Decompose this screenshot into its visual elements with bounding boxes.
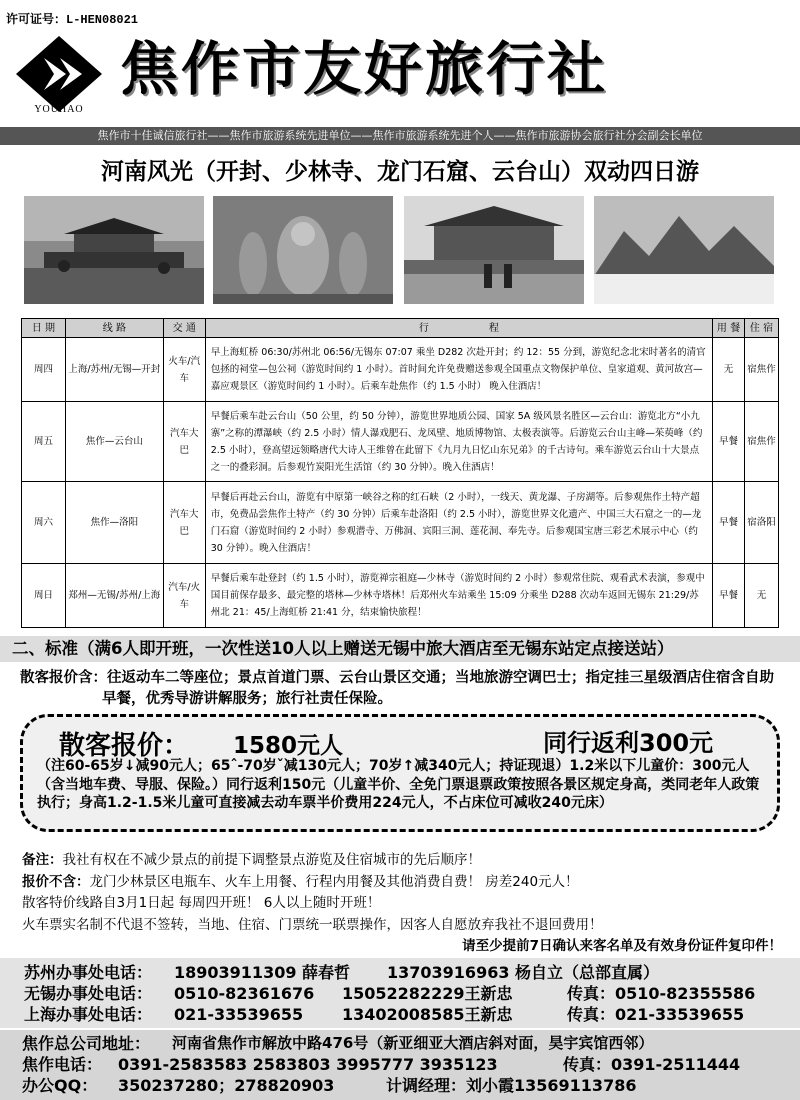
meal-cell: 早餐 [713,482,745,564]
qq-row [22,1075,800,1096]
transport-cell: 汽车大巴 [163,482,205,564]
itinerary-table [21,318,779,628]
includes-label: 散客报价含： [20,670,107,686]
stay-cell: 宿焦作 [745,402,779,482]
shanghai-fax: 传真：021-33539655 [567,1005,745,1024]
table-header-row [22,319,779,338]
company-name: 焦作市友好旅行社 [120,35,609,103]
column-header: 行 程 [205,319,712,338]
description-cell: 早餐后再赴云台山，游览有中原第一峡谷之称的红石峡（2 小时），一线天、黄龙瀑、子房湖等。后参观焦作土特产超市，免费品尝焦作土特产（约 30 分钟）后乘车赴洛阳（约 2.5 小时），游览世界文化遗产、中国三大石窟之一的—龙门石窟（游览时间约 2 小时）参观潜寺、万佛洞、宾阳三洞、莲花洞、奉先寺。后参观国宝唐三彩艺术展示中心（约 30 分钟）。晚入住酒店！ [205,482,712,564]
suzhou-phone-2: 13703916963 杨自立（总部直属） [387,963,660,982]
day-cell: 周六 [22,482,66,564]
notes-section [22,850,782,958]
day-cell: 周五 [22,402,66,482]
stay-cell: 无 [745,564,779,628]
manager-contact: 计调经理：刘小霞13569113786 [386,1076,637,1095]
table-row [22,482,779,564]
route-cell: 郑州—无锡/苏州/上海 [65,564,163,628]
photo-longmen-grottoes [213,196,393,304]
note-line [22,850,782,872]
jiaozuo-label: 焦作电话： [22,1055,103,1074]
note-label: 备注： [22,852,63,868]
note-line [22,893,782,915]
table-row [22,338,779,402]
column-header: 日 期 [22,319,66,338]
transport-cell: 汽车大巴 [163,402,205,482]
price-label: 散客报价： [59,731,190,761]
price-detail: （注60-65岁↓减90元人；65ˆ-70岁ˇ减130元人；70岁↑减340元人；持证现退）1.2米以下儿童价：300元人（含当地车费、导服、保险。）同行返利150元（儿童半价、全免门票退票政策按照各景区规定身高，类同老年人政策执行；身高1.2-1.5米儿童可直接减去动车票半价费用224元人，不占床位可减收240元床） [37,758,760,811]
price-includes [20,668,780,710]
meal-cell: 早餐 [713,564,745,628]
transport-cell: 火车/汽车 [163,338,205,402]
note-final: 请至少提前7日确认来客名单及有效身份证件复印件！ [462,938,782,954]
section-two-heading: 二、标准（满6人即开班，一次性送10人以上赠送无锡中旅大酒店至无锡东站定点接送站） [0,636,800,662]
jiaozuo-phones: 0391-2583583 2583803 3995777 3935123 [118,1055,498,1074]
rebate-text: 同行返利300元 [543,729,714,757]
note-label: 报价不含： [22,873,90,890]
hq-label: 焦作总公司地址： [22,1034,151,1053]
table-row [22,564,779,628]
office-contacts [0,958,800,1028]
description-cell: 早上海虹桥 06:30/苏州北 06:56/无锡东 07:07 乘坐 D282 次赴开封；约 12：55 分到，游览纪念北宋时著名的清官包拯的祠堂—包公祠（游览时间约 1 小时）。首时间允许免费赠送参观全国重点文物保护单位、皇家道观、黄河故宫—嘉应观景区（游览时间约 1 小时）。后乘车赴焦作（约 1.5 小时） 晚入住酒店！ [205,338,712,402]
route-cell: 上海/苏州/无锡—开封 [65,338,163,402]
day-cell: 周四 [22,338,66,402]
wuxi-fax: 传真：0510-82355586 [567,984,756,1003]
wuxi-contact-row [24,983,800,1004]
hq-address-row [22,1033,800,1054]
slogan-bar: 焦作市十佳诚信旅行社——焦作市旅游系统先进单位——焦作市旅游系统先进个人——焦作市旅游协会旅行社分会副会长单位 [0,127,800,145]
note-text: 火车票实名制不代退不签转，当地、住宿、门票统一联票操作，因客人自愿放弃我社不退回费用！ [22,916,603,933]
shanghai-label: 上海办事处电话： [24,1005,153,1024]
price-value: 1580元人 [233,733,344,759]
column-header: 交 通 [163,319,205,338]
meal-cell: 无 [713,338,745,402]
note-text: 我社有权在不减少景点的前提下调整景点游览及住宿城市的先后顺序！ [62,852,481,868]
column-header: 线 路 [65,319,163,338]
suzhou-contact-row [24,962,800,983]
shanghai-contact-row [24,1004,800,1025]
note-line [22,872,782,894]
stay-cell: 宿焦作 [745,338,779,402]
route-cell: 焦作—云台山 [65,402,163,482]
meal-cell: 早餐 [713,402,745,482]
photo-shaolin-temple [404,196,584,304]
qq-label: 办公QQ： [22,1076,98,1095]
jiaozuo-phone-row [22,1054,800,1075]
note-line [22,915,782,937]
table-row [22,402,779,482]
photo-yuntai-mountain [594,196,774,304]
day-cell: 周日 [22,564,66,628]
wuxi-label: 无锡办事处电话： [24,984,153,1003]
note-text: 散客特价线路自3月1日起 每周四开班！ 6人以上随时开班！ [22,895,381,911]
route-cell: 焦作—洛阳 [65,482,163,564]
description-cell: 早餐后乘车赴登封（约 1.5 小时），游览禅宗祖庭—少林寺（游览时间约 2 小时）参观常住院、观看武术表演，参观中国目前保存最多、最完整的塔林—少林寺塔林！后郑州火车站乘坐 15:09 分乘坐 D288 次动车返回无锡东 21:29/苏州北 21：45/上海虹桥 21:41 分，结束愉快旅程！ [205,564,712,628]
column-header: 用 餐 [713,319,745,338]
suzhou-label: 苏州办事处电话： [24,963,153,982]
logo-text: YOUHAO [34,104,84,115]
price-box [20,714,780,832]
jiaozuo-fax: 传真：0391-2511444 [563,1055,741,1074]
description-cell: 早餐后乘车赴云台山（50 公里，约 50 分钟），游览世界地质公园、国家 5A 级风景名胜区—云台山：游览北方“小九寨”之称的潭瀑峡（约 2.5 小时）情人瀑戏肥石、龙凤壁、地质博物馆、太极表演等。后游览云台山主峰—茱萸峰（约 2.5 小时），登高望远领略唐代大诗人王维曾在此留下《九月九日忆山东兄弟》的千古诗句。乘车游览云台山十大景点之一的叠彩洞。后参观竹炭阳光生活馆（约 30 分钟）。晚入住酒店！ [205,402,712,482]
wuxi-phone-2: 15052282229王新忠 [342,984,513,1003]
column-header: 住 宿 [745,319,779,338]
tour-title: 河南风光（开封、少林寺、龙门石窟、云台山）双动四日游 [101,159,699,185]
license-number: 许可证号：L-HEN08021 [6,13,139,27]
hq-address: 河南省焦作市解放中路476号（新亚细亚大酒店斜对面，昊宇宾馆西邻） [172,1034,654,1052]
note-text: 龙门少林景区电瓶车、火车上用餐、行程内用餐及其他消费自费！ 房差240元人！ [89,873,579,890]
shanghai-phone-1: 021-33539655 [174,1005,304,1024]
stay-cell: 宿洛阳 [745,482,779,564]
shanghai-phone-2: 13402008585王新忠 [342,1005,513,1024]
transport-cell: 汽车/火车 [163,564,205,628]
photo-kaifeng-palace [24,196,204,304]
wuxi-phone-1: 0510-82361676 [174,984,315,1003]
headquarters-contacts [0,1030,800,1100]
suzhou-phone-1: 18903911309 薛春哲 [174,963,351,982]
includes-text: 往返动车二等座位；景点首道门票、云台山景区交通；当地旅游空调巴士；指定挂三星级酒店住宿含自助早餐，优秀导游讲解服务；旅行社责任保险。 [102,670,774,707]
qq-numbers: 350237280；278820903 [118,1076,335,1095]
